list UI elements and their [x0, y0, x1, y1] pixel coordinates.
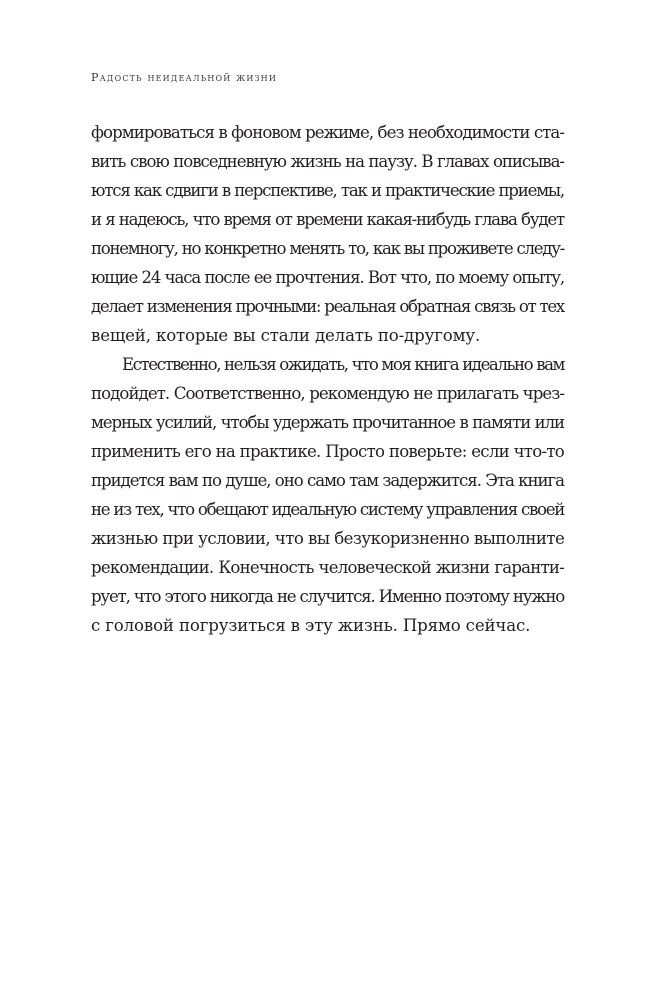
text-line: с головой погрузиться в эту жизнь. Прямо сейчас.	[91, 616, 531, 635]
text-line: ются как сдвиги в перспективе, так и практические приемы,	[91, 181, 564, 200]
paragraph-1	[91, 118, 564, 350]
text-line: не из тех, что обещают идеальную систему управления своей	[91, 500, 564, 519]
text-line: придется вам по душе, оно само там задержится. Эта книга	[91, 471, 564, 490]
text-line: делает изменения прочными: реальная обратная связь от тех	[91, 297, 564, 316]
text-line: формироваться в фоновом режиме, без необходимости ста-	[91, 123, 564, 142]
text-line: понемногу, но конкретно менять то, как вы проживете следу-	[91, 239, 564, 258]
text-line: рекомендации. Конечность человеческой жизни гаранти-	[91, 558, 564, 577]
text-line: применить его на практике. Просто поверьте: если что-то	[91, 442, 564, 461]
paragraph-2	[91, 350, 564, 640]
body-text	[91, 118, 564, 640]
running-header: Радость неидеальной жизни	[91, 71, 278, 84]
text-line: вещей, которые вы стали делать по-другому.	[91, 326, 481, 345]
text-line: мерных усилий, чтобы удержать прочитанное в памяти или	[91, 413, 564, 432]
text-line: жизнью при условии, что вы безукоризненно выполните	[91, 529, 565, 548]
text-line: рует, что этого никогда не случится. Именно поэтому нужно	[91, 587, 564, 606]
text-line: ющие 24 часа после ее прочтения. Вот что, по моему опыту,	[91, 268, 564, 287]
text-line: вить свою повседневную жизнь на паузу. В главах описыва-	[91, 152, 564, 171]
text-line: подойдет. Соответственно, рекомендую не прилагать чрез-	[91, 384, 564, 403]
text-line: и я надеюсь, что время от времени какая-нибудь глава будет	[91, 210, 564, 229]
text-line: Естественно, нельзя ожидать, что моя книга идеально вам	[122, 355, 564, 374]
